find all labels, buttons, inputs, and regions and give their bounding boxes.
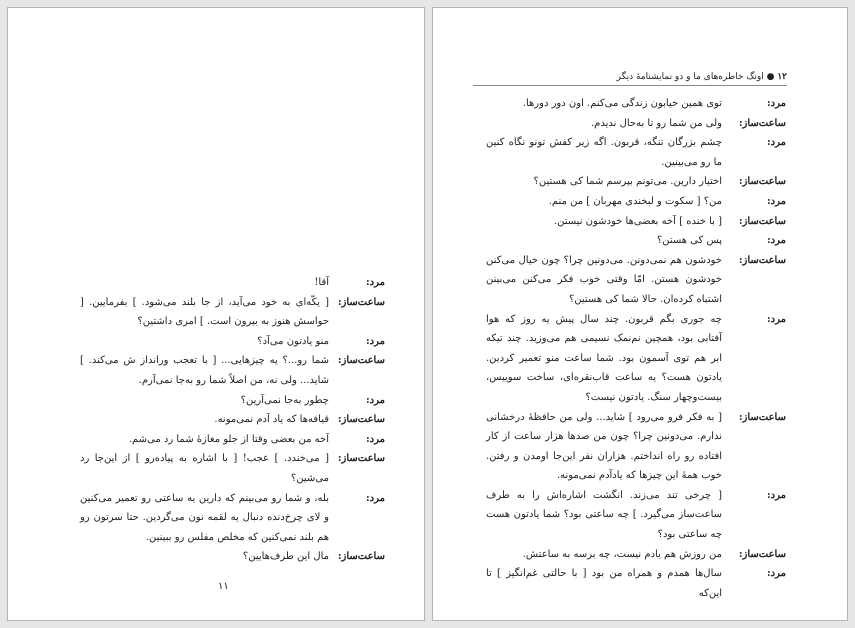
- dialogue-entry: [80, 489, 385, 548]
- speech-text: چه جوری بگم قربون. چند سال پیش یه روز که هوا آفتابی بود، همچین نم‌نمک نسیمی هم می‌وزید. چند تیکه ابر هم توی آسمون بود. شما ساعت منو تعمیر کردین. یادتون هست؟ یه ساعت قاب‌نقره‌ای، ساخت سوییس، بیست‌وچهار سنگ. یادتون نیست؟: [486, 313, 722, 403]
- speech-text: آخه من بعضی وقتا از جلو مغازهٔ شما رد می‌شم.: [128, 433, 329, 445]
- dialogue-entry: [80, 351, 385, 390]
- dialogue-entry: [486, 486, 786, 545]
- speech-text: پس کی هستن؟: [656, 235, 722, 247]
- speech-text: آقا!: [314, 277, 329, 288]
- speaker-label: ساعت‌ساز:: [337, 355, 385, 367]
- speech-text: توی همین خیابون زندگی می‌کنم. اون دور دورها.: [522, 98, 722, 109]
- dialogue-entry: [486, 94, 786, 114]
- dialogue-entry: [486, 212, 786, 232]
- speech-text: مال این طرف‌هایین؟: [242, 551, 329, 563]
- dialogue-entry: [486, 172, 786, 192]
- speech-text: سال‌ها همدم و همراه من بود [ با حالتی غم‌انگیز ] تا این‌که: [486, 568, 722, 599]
- dialogue-entry: [486, 564, 786, 603]
- dialogue-entry: [80, 332, 385, 352]
- dialogue-entry: [80, 410, 385, 430]
- speech-text: خودشون هم نمی‌دونن. می‌دونین چرا؟ چون خیال می‌کنن خودشون هستن. امّا وقتی خوب فکر می‌کنن می‌بینن اشتباه کرده‌ان. حالا شما کی هستین؟: [486, 254, 722, 305]
- speech-text: [ با خنده ] آخه بعضی‌ها خودشون نیستن.: [553, 215, 722, 227]
- speaker-label: مرد:: [766, 313, 786, 325]
- speaker-label: ساعت‌ساز:: [738, 215, 786, 227]
- speaker-label: مرد:: [766, 137, 786, 149]
- speaker-label: ساعت‌ساز:: [337, 414, 385, 426]
- speaker-label: ساعت‌ساز:: [738, 548, 786, 560]
- speaker-label: مرد:: [766, 195, 786, 207]
- dialogue-entry: [486, 114, 786, 134]
- speech-text: [ چرخی تند می‌زند. انگشت اشاره‌اش را به طرف ساعت‌ساز می‌گیرد. ] چه ساعتی بود؟ شما یادتون هست چه ساعتی بود؟: [486, 489, 722, 541]
- speaker-label: مرد:: [365, 492, 385, 504]
- speech-text: ولی من شما رو تا به‌حال ندیدم.: [590, 117, 722, 129]
- speaker-label: ساعت‌ساز:: [337, 551, 385, 563]
- right-page-number: ۱۲: [777, 72, 787, 82]
- running-head-title: اونگ خاطره‌های ما و دو نمایشنامهٔ دیگر: [616, 72, 764, 82]
- speech-text: بله، و شما رو می‌بینم که دارین یه ساعتی رو تعمیر می‌کنین و لای چرخ‌دنده دنبال یه لقمه نون می‌گردین. حتا سرتون رو هم بلند نمی‌کنین که مخلص مفلس رو ببینین.: [80, 492, 329, 543]
- speech-text: شما رو...؟ یه چیزهایی... [ با تعجب ورانداز ش می‌کند. ] شاید... ولی نه، من اصلاً شما رو به‌جا نمی‌آرم.: [80, 355, 329, 386]
- right-dialogue: [486, 94, 786, 603]
- speech-text: قیافه‌ها که یاد آدم نمی‌مونه.: [214, 414, 329, 426]
- speaker-label: مرد:: [766, 568, 786, 580]
- dialogue-entry: [486, 192, 786, 212]
- dialogue-entry: [80, 449, 385, 488]
- speaker-label: ساعت‌ساز:: [738, 176, 786, 188]
- left-dialogue: [80, 273, 385, 567]
- dialogue-entry: [80, 293, 385, 332]
- speaker-label: ساعت‌ساز:: [337, 296, 385, 308]
- dialogue-entry: [486, 251, 786, 310]
- speech-text: منو یادتون می‌آد؟: [257, 335, 329, 347]
- dialogue-entry: [80, 430, 385, 450]
- dialogue-entry: [80, 273, 385, 293]
- speaker-label: مرد:: [766, 98, 786, 109]
- speaker-label: مرد:: [365, 394, 385, 406]
- speaker-label: مرد:: [766, 235, 786, 247]
- speaker-label: ساعت‌ساز:: [738, 411, 786, 423]
- dialogue-entry: [486, 133, 786, 172]
- speech-text: من؟ [ سکوت و لبخندی مهربان ] من منم.: [548, 195, 722, 207]
- dialogue-entry: [80, 391, 385, 411]
- right-page: [432, 7, 848, 621]
- speech-text: من روزش هم یادم نیست، چه برسه به ساعتش.: [522, 548, 722, 560]
- speaker-label: ساعت‌ساز:: [738, 117, 786, 129]
- speech-text: چطور به‌جا نمی‌آرین؟: [240, 394, 329, 406]
- running-head: [473, 72, 787, 86]
- speech-text: [ می‌خندد. ] عجب! [ با اشاره به پیاده‌رو ] از این‌جا رد می‌شین؟: [80, 453, 329, 484]
- dialogue-entry: [80, 547, 385, 567]
- left-page: [7, 7, 425, 621]
- speaker-label: مرد:: [365, 433, 385, 445]
- speech-text: [ به فکر فرو می‌رود ] شاید... ولی من حافظهٔ درخشانی ندارم. می‌دونین چرا؟ چون من صدها هزار ساعت از کار افتاده رو راه انداختم. هزاران نفر این‌جا اومدن و رفتن. خوب همهٔ این چیزها که یادآدم نمی‌مونه.: [486, 411, 722, 482]
- speaker-label: مرد:: [365, 277, 385, 288]
- speech-text: اختیار دارین. می‌تونم بپرسم شما کی هستین؟: [533, 176, 722, 188]
- dialogue-entry: [486, 408, 786, 486]
- speech-text: چشم بزرگان تنگه، قربون. اگه زیر کفش تونو نگاه کنین ما رو می‌بینین.: [486, 137, 722, 168]
- left-page-number: ۱۱: [218, 581, 229, 592]
- speech-text: [ یکّه‌ای به خود می‌آید، از جا بلند می‌شود. ] بفرمایین. [ حواسش هنوز به بیرون است. ] امری داشتین؟: [80, 296, 329, 328]
- running-head-separator: ●: [763, 72, 775, 82]
- speaker-label: ساعت‌ساز:: [738, 254, 786, 266]
- dialogue-entry: [486, 310, 786, 408]
- speaker-label: مرد:: [766, 489, 786, 501]
- dialogue-entry: [486, 545, 786, 565]
- dialogue-entry: [486, 231, 786, 251]
- speaker-label: ساعت‌ساز:: [337, 453, 385, 465]
- speaker-label: مرد:: [365, 335, 385, 347]
